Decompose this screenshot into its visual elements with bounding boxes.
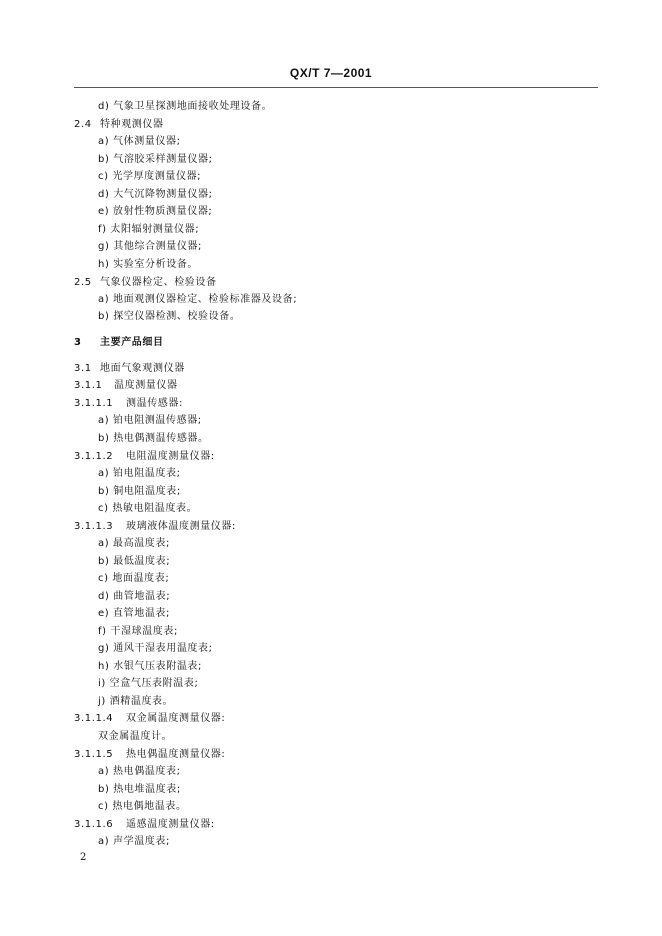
section-title: 温度测量仪器	[114, 380, 178, 391]
list-item-text: i) 空盒气压表附温表;	[98, 678, 199, 689]
list-item-text: b) 热电堆温度表;	[98, 784, 181, 795]
list-item-text: h) 水银气压表附温表;	[98, 661, 202, 672]
list-item-text: g) 其他综合测量仪器;	[98, 241, 202, 252]
page-number: 2	[80, 852, 87, 863]
list-item	[98, 203, 212, 220]
list-item-text: a) 铂电阻温度表;	[98, 468, 181, 479]
list-item	[98, 588, 170, 605]
section-number: 2.5	[74, 277, 92, 288]
list-item-text: a) 热电偶温度表;	[98, 766, 181, 777]
section-heading	[74, 710, 225, 727]
list-item	[98, 763, 181, 780]
section-title: 电阻温度测量仪器:	[126, 451, 215, 462]
section-title: 特种观测仪器	[100, 119, 164, 130]
list-item	[98, 308, 240, 325]
list-item	[98, 133, 181, 150]
section-heading	[74, 360, 185, 377]
section-heading	[74, 274, 217, 291]
section-number: 3.1.1.4	[74, 713, 114, 724]
list-item-text: a) 气体测量仪器;	[98, 136, 181, 147]
list-item-text: h) 实验室分析设备。	[98, 259, 199, 270]
list-item-text: b) 气溶胶采样测量仪器;	[98, 154, 213, 165]
section-title: 玻璃液体温度测量仪器:	[126, 521, 236, 532]
section-heading	[74, 518, 236, 535]
list-item-text: b) 热电偶测温传感器。	[98, 433, 209, 444]
section-number: 3.1	[74, 363, 92, 374]
list-item-text: b) 铜电阻温度表;	[98, 486, 181, 497]
list-item-text: a) 铂电阻测温传感器;	[98, 415, 202, 426]
list-item-text: c) 地面温度表;	[98, 573, 170, 584]
section-number: 3.1.1	[74, 380, 103, 391]
section-number: 3.1.1.1	[74, 398, 114, 409]
list-item	[98, 412, 202, 429]
list-item	[98, 168, 201, 185]
list-item-text: g) 通风干湿表用温度表;	[98, 643, 213, 654]
list-item	[98, 781, 181, 798]
section-title: 热电偶温度测量仪器:	[126, 749, 226, 760]
header-divider	[74, 87, 598, 88]
list-item	[98, 640, 213, 657]
list-item-text: e) 放射性物质测量仪器;	[98, 206, 213, 217]
document-code-header: QX/T 7—2001	[289, 66, 373, 80]
section-heading	[74, 334, 164, 351]
list-item-text: 双金属温度计。	[98, 731, 173, 742]
list-item	[98, 798, 187, 815]
list-item	[98, 430, 209, 447]
section-number: 3.1.1.6	[74, 819, 114, 830]
section-number: 2.4	[74, 119, 92, 130]
list-item-text: b) 探空仪器检测、校验设备。	[98, 311, 241, 322]
list-item	[98, 833, 170, 850]
section-number: 3.1.1.2	[74, 451, 114, 462]
list-item	[98, 693, 173, 710]
section-title: 气象仪器检定、检验设备	[100, 277, 217, 288]
list-item	[98, 728, 172, 745]
list-item	[98, 151, 213, 168]
list-item-text: a) 声学温度表;	[98, 836, 170, 847]
section-title: 遥感温度测量仪器:	[126, 819, 215, 830]
list-item	[98, 535, 170, 552]
list-item-text: d) 曲管地温表;	[98, 591, 171, 602]
list-item	[98, 483, 181, 500]
list-item	[98, 465, 181, 482]
section-heading	[74, 377, 178, 394]
section-title: 主要产品细目	[100, 337, 164, 348]
section-title: 地面气象观测仪器	[100, 363, 185, 374]
list-item	[98, 186, 213, 203]
section-heading	[74, 116, 164, 133]
section-heading	[74, 816, 215, 833]
list-item	[98, 658, 202, 675]
list-item	[98, 623, 178, 640]
list-item-text: d) 气象卫星探测地面接收处理设备。	[98, 101, 273, 112]
list-item	[98, 553, 170, 570]
list-item-text: e) 直管地温表;	[98, 608, 171, 619]
list-item	[98, 605, 170, 622]
list-item	[98, 291, 297, 308]
section-number: 3.1.1.3	[74, 521, 114, 532]
list-item-text: d) 大气沉降物测量仪器;	[98, 189, 213, 200]
list-item	[98, 256, 198, 273]
list-item-text: c) 光学厚度测量仪器;	[98, 171, 202, 182]
list-item	[98, 98, 272, 115]
section-number: 3.1.1.5	[74, 749, 114, 760]
list-item-text: f) 干湿球温度表;	[98, 626, 178, 637]
list-item-text: a) 最高温度表;	[98, 538, 170, 549]
section-number: 3	[74, 337, 82, 348]
list-item	[98, 675, 198, 692]
list-item-text: b) 最低温度表;	[98, 556, 171, 567]
list-item	[98, 500, 197, 517]
list-item	[98, 238, 202, 255]
section-heading	[74, 448, 215, 465]
section-title: 测温传感器:	[126, 398, 183, 409]
list-item	[98, 570, 169, 587]
section-heading	[74, 746, 225, 763]
list-item-text: f) 太阳辐射测量仪器;	[98, 224, 200, 235]
list-item	[98, 221, 199, 238]
section-heading	[74, 395, 183, 412]
section-title: 双金属温度测量仪器:	[126, 713, 226, 724]
list-item-text: c) 热电偶地温表。	[98, 801, 187, 812]
list-item-text: a) 地面观测仪器检定、检验标准器及设备;	[98, 294, 298, 305]
list-item-text: j) 酒精温度表。	[98, 696, 174, 707]
list-item-text: c) 热敏电阻温度表。	[98, 503, 198, 514]
